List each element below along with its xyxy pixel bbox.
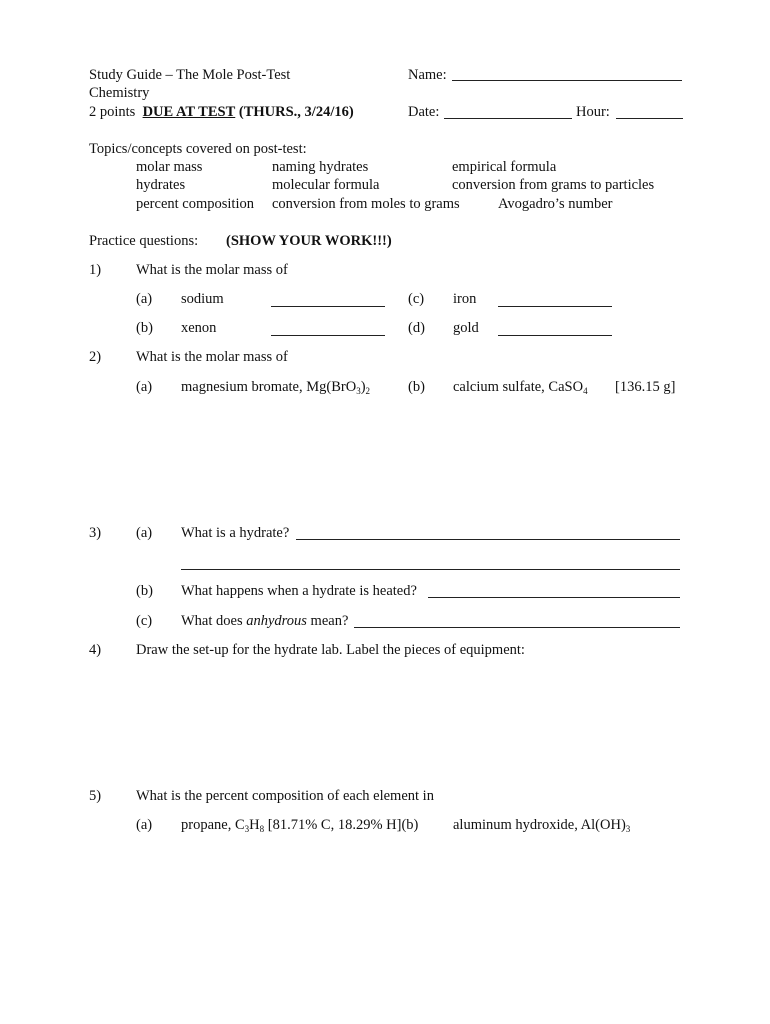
topic-item: molecular formula: [272, 177, 380, 193]
q1-number: 1): [89, 262, 102, 278]
q1d-answer-field[interactable]: [498, 335, 612, 336]
hour-label: Hour:: [576, 104, 610, 120]
q3a-answer-field[interactable]: [296, 539, 680, 540]
date-label: Date:: [408, 104, 440, 120]
q2b-text: calcium sulfate, CaSO$_4$: [453, 379, 588, 396]
topic-item: naming hydrates: [272, 159, 369, 175]
practice-note: (SHOW YOUR WORK!!!): [226, 233, 392, 249]
q2a-text: magnesium bromate, $Mg(BrO_3)_2$: [181, 379, 371, 396]
q2b-label: (b): [408, 379, 425, 395]
q3c-text: What does anhydrous mean?: [181, 613, 349, 629]
q2-number: 2): [89, 349, 102, 365]
q1d-text: gold: [453, 320, 479, 336]
q1a-answer-field[interactable]: [271, 306, 385, 307]
practice-label: Practice questions:: [89, 233, 199, 249]
points: 2 points: [89, 104, 136, 120]
doc-title: Study Guide – The Mole Post-Test: [89, 67, 291, 83]
q1c-text: iron: [453, 291, 477, 307]
topic-item: empirical formula: [452, 159, 557, 175]
q5a-text: propane, $C_3H_8$ [81.71% C, 18.29% H](b): [181, 817, 419, 834]
q5b-text: aluminum hydroxide, $Al(OH)_3$: [453, 817, 631, 834]
due-label: DUE AT TEST: [142, 104, 236, 120]
q1c-answer-field[interactable]: [498, 306, 612, 307]
q5-text: What is the percent composition of each element in: [136, 788, 434, 804]
q1b-text: xenon: [181, 320, 217, 336]
q3c-answer-field[interactable]: [354, 627, 680, 628]
subject: Chemistry: [89, 85, 150, 101]
topic-item: hydrates: [136, 177, 186, 193]
q3b-text: What happens when a hydrate is heated?: [181, 583, 417, 599]
q1b-label: (b): [136, 320, 153, 336]
q2-text: What is the molar mass of: [136, 349, 288, 365]
q4-number: 4): [89, 642, 102, 658]
q3b-label: (b): [136, 583, 153, 599]
q3a-text: What is a hydrate?: [181, 525, 290, 541]
q1a-text: sodium: [181, 291, 224, 307]
q4-text: Draw the set-up for the hydrate lab. Label the pieces of equipment:: [136, 642, 525, 658]
q3b-answer-field[interactable]: [428, 597, 680, 598]
due-date: (THURS., 3/24/16): [238, 104, 354, 120]
q2b-answer: [136.15 g]: [615, 379, 676, 395]
q3-number: 3): [89, 525, 102, 541]
topic-item: conversion from grams to particles: [452, 177, 655, 193]
q1-text: What is the molar mass of: [136, 262, 288, 278]
q3a-answer-field-2[interactable]: [181, 569, 680, 570]
q1a-label: (a): [136, 291, 153, 307]
hour-field[interactable]: [616, 118, 683, 119]
topic-item: percent composition: [136, 196, 254, 212]
topics-heading: Topics/concepts covered on post-test:: [89, 141, 307, 157]
q1d-label: (d): [408, 320, 425, 336]
q5a-label: (a): [136, 817, 153, 833]
q1c-label: (c): [408, 291, 425, 307]
q2a-label: (a): [136, 379, 153, 395]
points-line: [89, 103, 354, 121]
topic-item: molar mass: [136, 159, 203, 175]
topic-item: Avogadro’s number: [498, 196, 613, 212]
q3a-label: (a): [136, 525, 153, 541]
name-label: Name:: [408, 67, 447, 83]
name-field[interactable]: [452, 80, 682, 81]
topic-item: conversion from moles to grams: [272, 196, 460, 212]
q3c-label: (c): [136, 613, 153, 629]
date-field[interactable]: [444, 118, 572, 119]
q5-number: 5): [89, 788, 102, 804]
q1b-answer-field[interactable]: [271, 335, 385, 336]
